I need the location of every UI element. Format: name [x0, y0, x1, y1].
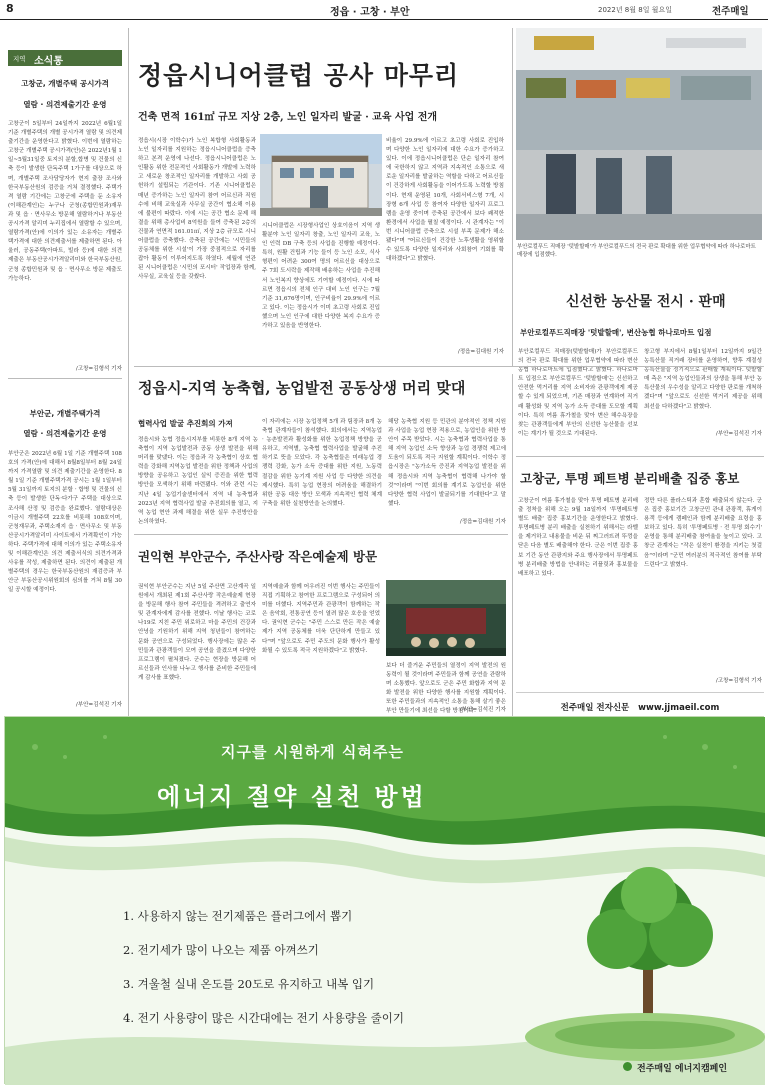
farm-story-column-1: 부안로컬푸드 직매장(텃밭할매)가 부안로컬푸드의 전국 판로 확대를 위한 업무협약에 따라 변산농협 하나로마트에 입점했다고 밝혔다. 하나로마트 입점으로 부안로컬푸드 '텃밭할매'는 신선하고 안전한 먹거리를 지역 소비자와 관광객에게 제공할 수 있게 되었으며, 기존 매장과 연계하여 직거래 활성화 및 지역 농가 소득 증대를 도모할 계획이다. 특히 여름 휴가철을 맞아 변산 해수욕장을 찾는 관광객들에게 부안의 신선한 농산물을 선보이는 계기가 될 것으로 기대된다.: [518, 349, 638, 437]
issue-date: 2022년 8월 8일 월요일: [598, 6, 672, 14]
page-number: 8: [6, 2, 14, 15]
sidebar-article-1: [8, 78, 122, 110]
lead-column-3: 비율이 29.9%에 이르고 초고령 사회로 진입하며 다양한 노인 일자리에 대한 수요가 증가하고 있다. 이에 정읍시니어클럽은 단순 일자리 참여에 국한하지 않고 지역과 지속적인 소통으로 새로운 일자리를 발굴하는 역할을 다하고 어르신들이 건강하게 사회활동을 이어가도록 노력할 방침이다. 현재 운영된 10개, 사회서비스형 7개, 시장형 6개 사업 등 참여자 다양한 일자리 프로그램을 운영 중이며 증축된 공간에서 보다 쾌적한 환경에서 사업을 펼칠 예정이다. 시 관계자는 "이번 시니어클럽 증축으로 시설 부족 문제가 해소됐다"며 "어르신들이 건강한 노후생활을 영위할 수 있도록 다양한 일자리와 사회참여 기회를 확대하겠다"고 밝혔다.: [386, 138, 504, 263]
lead-subhead: 건축 면적 161㎡ 규모 지상 2층, 노인 일자리 발굴 · 교육 사업 전개: [138, 112, 438, 123]
market-photo: [516, 28, 762, 240]
sidebar-article-body: 부안군은 2022년 6월 1일 기준 개별주택 108호의 가격(안)에 대해서 8월8일부터 8월 24일까지 가격열람 및 의견 제출기간을 운영한다. 8월 1일 기준 개별주택가격 공시는 1월 1일부터 5월 31일까지 토지의 분할 · 합병 및 건물의 신축 등이 발생한 단독·다가구 주택을 대상으로 조사해 산정 및 검증을 완료했다. 열람대상은 이금시 개별주택 22호를 비롯해 108호이며, 군청재무과, 주택소재지 읍 · 면사무소 및 부동산공시가격알리미 사이트에서 가격확인이 가능하다. 주택가격에 대해 이의가 있는 주택소유자 및 이해관계인은 의견 제출서식의 의견가격과 사유를 작성, 제출하면 된다. 의견이 제출된 개별주택의 경우는 한국부동산원의 재검증과 부안군 부동산공시위원회의 심의를 거쳐 8월 30일 공시할 예정이다.: [8, 451, 122, 594]
sidebar-headline: 열람 · 의견제출기간 운영: [23, 100, 107, 109]
campaign-label: [619, 1057, 759, 1077]
lead-headline: 정읍시니어클럽 공사 마무리: [138, 61, 460, 90]
energy-ad: [4, 716, 764, 1084]
photo-caption: 부안로컬푸드 직매장 '텃밭할매'가 부안로컬푸드의 전국 판로 확대를 위한 업무협약에 따라 하나로마트 매장에 입점했다.: [517, 244, 756, 258]
union-column-2: 이 자리에는 시장 농업정책 5개 과 팀장과 8개 농축협 관계자들이 참석했다. 회의에서는 지역농업 · 농촌발전과 활성화를 위한 농업정책 방향을 공유하고, 지역별, 농축협 협력사업을 발굴해 추진하기로 뜻을 모았다. 각 농축협들은 미래농업 경쟁력 강화, 농가 소득 증대를 위한 지원, 노동력 절감을 위한 농기계 지원 사업 등 다양한 의견을 제시했다. 특히 농업 현장의 어려움을 해결하기 위한 공동 대응 방안 모색과 지속적인 협력 체계 구축을 위한 실천방안을 논의했다.: [262, 419, 382, 507]
sidebar-headline: 고창군, 개별주택 공시가격: [21, 79, 109, 88]
campaign-name: 전주매일 에너지캠페인: [637, 1064, 728, 1074]
sidebar-headline: 부안군, 개별주택가격: [29, 409, 101, 418]
ad-tagline: 지구를 시원하게 식혀주는: [221, 743, 404, 761]
gwon-column-2: 지역예술과 함께 어우러진 이번 행사는 주민들이 직접 기획하고 참여한 프로그램으로 구성되어 의미를 더했다. 지역주민과 관광객이 함께하는 작은 음악회, 전통공연 등이 열려 많은 호응을 얻었다. 권익현 군수는 "주민 스스로 만든 작은 예술제가 지역 공동체를 더욱 단단하게 만들고 있다"며 "앞으로도 주민 주도의 문화 행사가 활성화될 수 있도록 적극 지원하겠다"고 밝혔다.: [262, 584, 380, 654]
tip-item: 3. 겨울철 실내 온도를 20도로 유지하고 내복 입기: [123, 977, 375, 991]
byline: /부안=김석진 기자: [459, 707, 506, 713]
gochang-headline: 고창군, 투명 페트병 분리배출 집중 홍보: [520, 471, 740, 486]
ad-title: 에너지 절약 실천 방법: [157, 782, 427, 811]
sidebar-article-2: [8, 408, 122, 439]
sidebar-article-body: 고창군이 5일부터 24일까지 2022년 6월1일기준 개별주택의 개별 공시가격 열람 및 의견제출기간을 운영한다고 밝혔다. 이번에 열람하는 고창군 개별주택 공시가격(안)은 2022년1월 1일~5월31일중 토지의 분할,합병 및 건물의 신축 등이 발생한 단독주택 1가구를 대상으로 하며, 개별주택 조사담당자가 현지 출장 조사와 한국부동산원의 검증을 거쳐 결정했다. 주택가격 열람 기간에는 고창군에 주택을 둔 소유자(이해관계인)는 누구나 군청(종합민원과)재무과 및 읍 · 면사무소 방문해 열람하거나 부동산공시가격 알리미 누리집에서 열람할 수 있으며, 열람가격(안)에 이의가 있는 소유자는 개별주택가격에 대한 의견제출서를 제출하면 된다. 아울러, 공동주택(아파트, 빌라 등)에 대한 의견제출은 부동산공시가격알리미와 한국부동산원, 군청 종합민원과 및 읍 · 면사무소 방문 제출도 가능하다.: [8, 121, 122, 282]
section-name: 정읍 · 고창 · 부안: [330, 7, 410, 18]
divider: [516, 456, 764, 457]
byline: /고창=김형석 기자: [75, 366, 122, 372]
tip-item: 2. 전기세가 많이 나오는 제품 아껴쓰기: [123, 943, 319, 957]
masthead: [0, 0, 768, 20]
union-column-1: 정읍시와 농협 정읍시지부를 비롯한 8개 지역 농축협이 지역 농업발전과 공동 상생 발전을 위해 머리를 맞댔다. 이는 정읍과 각 농축협이 상호 협력을 강화해 지역농업 발전을 위한 정책과 사업의 방향을 공유하고 농업인 실익 증진을 위한 협력 방안을 모색하기 위해 마련됐다. 이와 관련 시는 지난 4일 농업기술센터에서 지역 내 농축협과 2023년 지역 협력사업 발굴 추진회의를 열고, 지역 농업 현안 과제 해결을 위한 실무 추진방안을 논의하였다.: [138, 437, 258, 525]
column-divider: [512, 374, 513, 716]
byline: /부안=김석진 기자: [715, 431, 762, 437]
sidebar-header: [8, 50, 122, 66]
farm-story-column-2: 창고형 부지에서 8월1일부터 12일까지 9일간 농특산물 직거래 장터를 운영하여, 향후 계절성 농특산물을 정기적으로 판매할 계획이다. 텃밭할매 측은 "지역 농업인들과의 상생을 통해 부안 농특산물의 우수성을 알리고 다양한 판로를 개척하겠다"며 "앞으로도 신선한 먹거리 제공을 위해 최선을 다하겠다"고 밝혔다.: [644, 349, 762, 410]
banner-text: 전주매일 전자신문 www.jjmaeil.com: [560, 703, 720, 713]
farm-story-subhead: 부안로컬푸드직매장 '텃밭할매', 변산농협 하나로마트 입점: [520, 328, 712, 337]
divider: [8, 378, 122, 379]
tip-list: [123, 907, 593, 1028]
gwon-column-3: 보다 더 즐거운 주민들의 열정이 지역 발전의 원동력이 될 것이라며 주민들과 함께 공연을 관람하며 소통했다. 앞으로도 군은 주민 화합과 지역 문화 발전을 위한 다양한 행사를 지원할 계획이다. 또한 주민들과의 지속적인 소통을 통해 살기 좋은 부안 만들기에 최선을 다할 방침이다.: [386, 663, 506, 715]
farm-story-headline: 신선한 농산물 전시 · 판매: [566, 294, 726, 310]
sidebar-label: 지역: [13, 55, 26, 63]
gwon-column-1: 권익현 부안군수는 지난 5일 주산면 고산계곡 일원에서 개최된 제1회 주산사랑 작은예술제 현장을 방문해 행사 참여 주민들을 격려하고 출연자 및 관계자에게 감사를 전했다. 이날 행사는 코로나19로 지친 주민 위로하고 마을 주민의 건강과 안녕을 기원하기 위해 지역 청년들이 참여하는 문화 공연으로 구성되었다. 행사장에는 많은 주민들과 관광객들이 모여 공연을 즐겼으며 다양한 프로그램이 펼쳐졌다. 군수는 현장을 방문해 어르신들과 인사를 나누고 행사를 준비한 주민들에게 감사를 표했다.: [138, 584, 256, 681]
lead-column-1: 정읍시(시장 이학수)가 노인 복합형 사회활동과 노인 일자리를 지원하는 정읍시니어클럽을 증축하고 본격 운영에 나선다. 정읍시니어클럽은 노인활동 위한 전문적인 사회활동가 개발에 노력하고 새로운 창조적인 일자리를 개발하고 사회 공헌하기 설립되는 기관이다. 기존 시니어클럽은 매년 증가하는 노인 일자리 참여 어르신과 직원 수에 비해 교육실과 사무실 공간이 협소해 이용에 불편이 따랐다. 이에 시는 공간 협소 문제 해결을 위해 총사업비 8억원을 들여 증축된 2층의 건물과 연면적 161.01㎡, 지상 2층 규모로 시니어클럽을 증축했다. 증축된 공간에는 '시민들의 공동체를 위한 시설'이 가장 중점적으로 자리를 잡아 활동이 이루어지도록 하였다. 세월에 연관된 시니어클럽은 '시민의 포시터' 작업장과 함께, 사무실, 교육실 등을 갖췄다.: [138, 138, 256, 281]
festival-photo: [386, 580, 506, 656]
byline: /고창=김형석 기자: [715, 678, 762, 684]
ad-background: [5, 717, 765, 1085]
column-divider: [128, 28, 129, 716]
paper-name: 전주매일: [712, 6, 749, 17]
column-divider: [512, 28, 513, 366]
byline: /정읍=김대원 기자: [457, 349, 504, 355]
gochang-column-1: 고창군이 여름 휴가철을 맞아 투명 페트병 분리배출 정착을 위해 오는 9월 18일까지 '투명페트병 별도 배출' 집중 홍보기간을 운영한다고 밝혔다. 투명페트병 분리 배출을 실천하기 위해서는 라벨을 제거하고 내용물을 비운 뒤 찌그러뜨려 뚜껑을 닫은 다음 별도 배출해야 한다. 군은 이번 집중 홍보 기간 동안 관광지와 주요 행사장에서 투명페트병 분리배출 방법을 안내하는 리플릿과 홍보물을 배포하고 있다.: [518, 498, 638, 577]
lead-column-2: 시니어클럽은 시장형사업인 상호이음이 지역 생활분야 노인 일자리 창출, 노인 일자리 교육, 노인 인력 DB 구축 등의 사업을 진행할 예정이다. 특히, 원활 건립과 기능 들이 등 노인 소모, 식사 형편이 어려운 300여 명의 어르신을 대상으로 주 7회 도시락을 제작해 배송하는 사업을 추진해서 노인복지 향상에도 기여할 예정이다. 시에 따르면 정읍시의 전체 인구 대비 노인 인구는 7월 기준 31,676명이며, 인구비율이 29.9%에 이르고 있다. 이는 정읍시가 이미 초고령 사회로 진입했으며 노인 인구에 대한 다양한 복지 수요가 증가하고 있음을 반영한다.: [262, 223, 380, 330]
divider: [134, 366, 764, 367]
tip-item: 4. 전기 사용량이 많은 시간대에는 전기 사용량을 줄이기: [123, 1011, 404, 1025]
gwon-headline: 권익현 부안군수, 주산사랑 작은예술제 방문: [138, 549, 378, 564]
union-headline: 정읍시-지역 농축협, 농업발전 공동상생 머리 맞대: [138, 379, 466, 397]
play-icon: [623, 1062, 632, 1071]
tip-item: 1. 사용하지 않는 전기제품은 플러그에서 뽑기: [123, 909, 353, 923]
divider: [134, 534, 508, 535]
sidebar-headline: 열람 · 의견제출기간 운영: [23, 429, 107, 438]
union-column-3: 해당 농축협 지원 등 민관의 분야적인 정책 지원과 사업을 농업 현장 적용으로, 농업인을 위한 방안이 주목 받았다. 시는 농축협과 협력사업을 통해 지역 농업인 소득 향상과 농업 경쟁력 제고에 도움이 되도록 적극 지원할 계획이다. 이학수 정읍시장은 "농가소득 증진과 지역농업 발전을 위해 정읍시와 지역 농축협이 협력해 나가야 할 것"이라며 "이번 회의를 계기로 농업인을 위한 다양한 협력 사업이 발굴되기를 기대한다"고 말했다.: [388, 419, 506, 507]
sidebar-title: 소식통: [34, 56, 63, 67]
byline: /정읍=김대원 기자: [459, 519, 506, 525]
union-subhead: 협력사업 발굴 추진회의 가져: [138, 419, 233, 428]
senior-club-photo: [260, 134, 382, 216]
gochang-column-2: 정만 다른 플라스틱과 혼합 배출되지 않는다. 군은 집중 홍보기간 고창군민 관내 관광객, 휴게이용객 등에게 캠페인과 함께 분리배출 요령을 홍보하고 있다. 특히 '투명페트병 · 전 투명 회수기' 운영을 통해 분리배출 참여율을 높이고 있다. 고창군 관계자는 "작은 실천이 환경을 지키는 첫걸음"이라며 "군민 여러분의 적극적인 참여를 부탁드린다"고 밝혔다.: [644, 498, 762, 568]
byline: /부안=김석진 기자: [75, 702, 122, 708]
